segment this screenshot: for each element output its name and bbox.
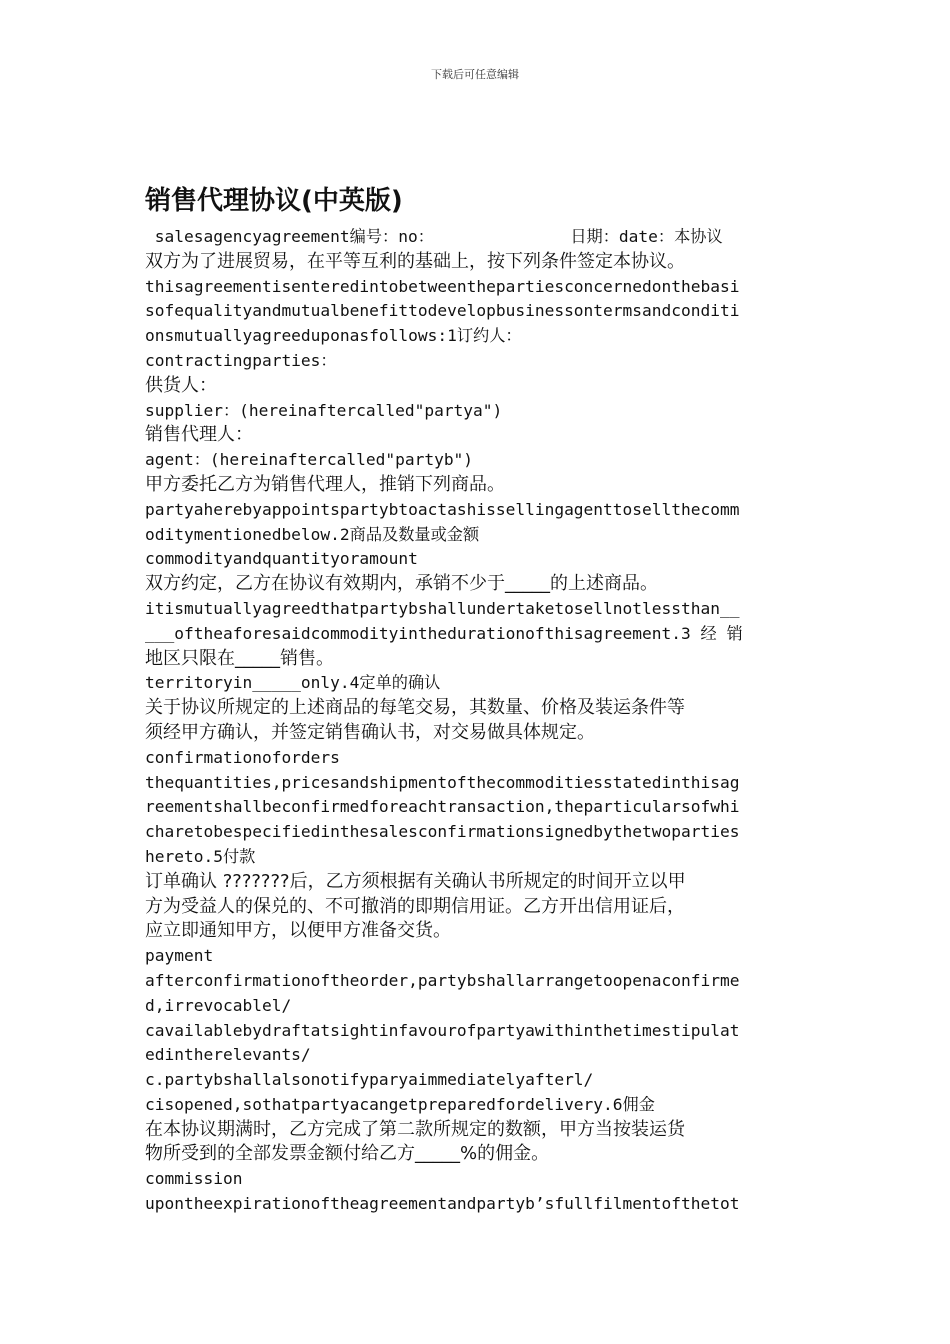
text-line: 双方约定，乙方在协议有效期内，承销不少于_____的上述商品。 [145, 573, 658, 595]
text-line: 关于协议所规定的上述商品的每笔交易，其数量、价格及装运条件等 [145, 697, 685, 719]
text-line: partyaherebyappointspartybtoactashissellingagenttosellthecomm [145, 499, 740, 519]
text-line: 销售代理人： [145, 424, 253, 446]
page-header: 下载后可任意编辑 [431, 68, 519, 81]
text-line: cisopened,sothatpartyacangetpreparedfordelivery.6佣金 [145, 1094, 655, 1114]
text-line: commission [145, 1169, 243, 1189]
text-line: payment [145, 946, 214, 966]
text-line: edintherelevants/ [145, 1045, 311, 1065]
text-line: cavailablebydraftatsightinfavourofpartyawithinthetimestipulat [145, 1020, 740, 1040]
text-line: 订单确认 ???????后，乙方须根据有关确认书所规定的时间开立以甲 [145, 870, 686, 892]
document-title: 销售代理协议(中英版) [145, 186, 403, 216]
document-body [145, 225, 805, 1217]
text-line: ___oftheaforesaidcommodityinthedurationofthisagreement.3 经 销 [145, 623, 743, 643]
text-line: itismutuallyagreedthatpartybshallundertaketosellnotlessthan__ [145, 598, 740, 618]
text-line: confirmationoforders [145, 747, 340, 767]
text-line: thequantities,pricesandshipmentofthecommoditiesstatedinthisag [145, 772, 740, 792]
text-line: agent：(hereinaftercalled"partyb") [145, 450, 474, 470]
text-line: hereto.5付款 [145, 846, 256, 866]
text-line: oditymentionedbelow.2商品及数量或金额 [145, 524, 480, 544]
text-line: territoryin_____only.4定单的确认 [145, 673, 441, 693]
text-line: charetobespecifiedinthesalesconfirmationsignedbythetwoparties [145, 822, 740, 842]
text-line: d,irrevocablel/ [145, 995, 292, 1015]
text-line: c.partybshallalsonotifyparyaimmediatelyafterl/ [145, 1070, 594, 1090]
text-line: 方为受益人的保兑的、不可撤消的即期信用证。乙方开出信用证后， [145, 895, 685, 917]
text-line: 应立即通知甲方，以便甲方准备交货。 [145, 920, 451, 942]
text-line: 供货人： [145, 374, 217, 396]
text-line: upontheexpirationoftheagreementandpartyb’sfullfilmentofthetot [145, 1194, 740, 1214]
text-line: 物所受到的全部发票金额付给乙方_____%的佣金。 [145, 1143, 550, 1165]
text-line: 双方为了进展贸易，在平等互利的基础上，按下列条件签定本协议。 [145, 250, 685, 272]
text-line: 甲方委托乙方为销售代理人，推销下列商品。 [145, 473, 505, 495]
text-line: supplier：(hereinaftercalled"partya") [145, 400, 503, 420]
text-line: onsmutuallyagreeduponasfollows:1订约人： [145, 326, 522, 346]
text-line: reementshallbeconfirmedforeachtransaction,theparticularsofwhi [145, 797, 740, 817]
text-line: 须经甲方确认，并签定销售确认书，对交易做具体规定。 [145, 721, 595, 743]
text-line: commodityandquantityoramount [145, 549, 418, 569]
text-line: afterconfirmationoftheorder,partybshallarrangetoopenaconfirme [145, 970, 740, 990]
text-line: sofequalityandmutualbenefittodevelopbusinessontermsandconditi [145, 301, 740, 321]
text-line: 地区只限在_____销售。 [145, 647, 334, 669]
text-line: salesagencyagreement编号：no： 日期：date：本协议 [145, 227, 723, 246]
text-line: 在本协议期满时，乙方完成了第二款所规定的数额，甲方当按装运货 [145, 1118, 685, 1140]
text-line: contractingparties： [145, 350, 337, 370]
text-line: thisagreementisenteredintobetweenthepartiesconcernedonthebasi [145, 276, 740, 296]
